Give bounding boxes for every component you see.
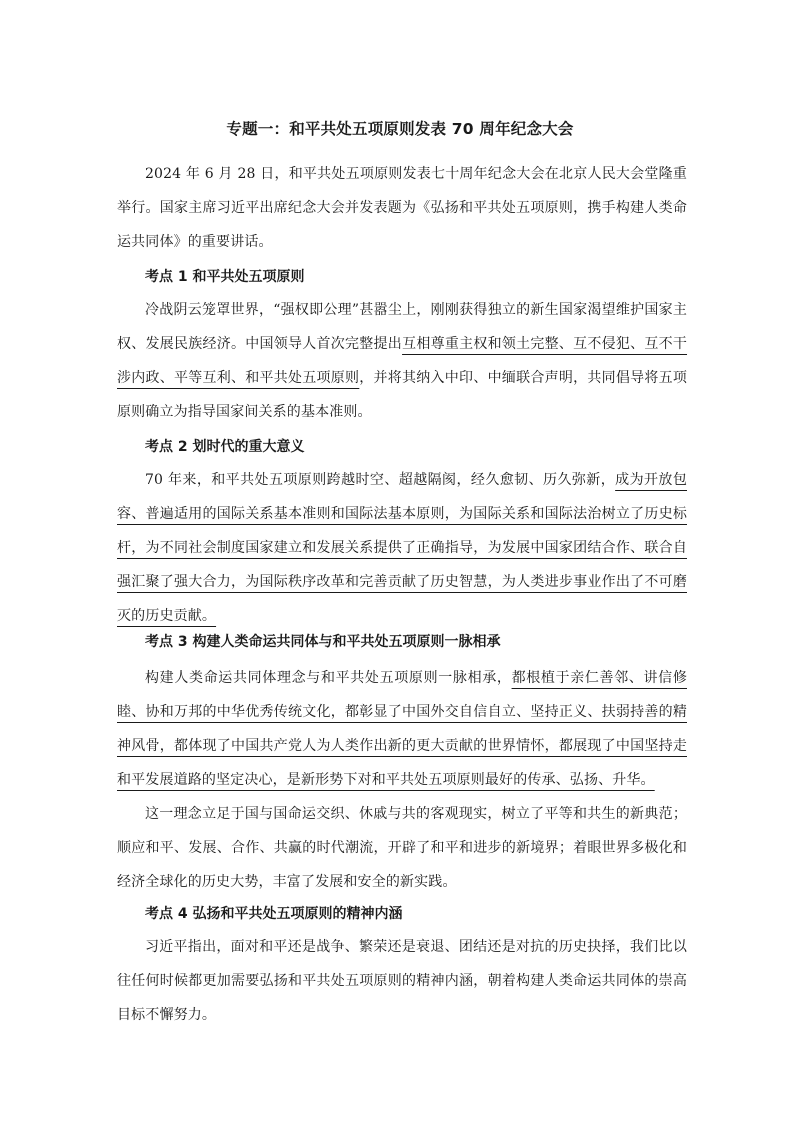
- section-1-heading: 考点 1 和平共处五项原则: [145, 269, 305, 285]
- section-2-heading: 考点 2 划时代的重大意义: [145, 439, 305, 455]
- section-3-underlined-text: 都根植于亲仁善邻、讲信修睦、协和万邦的中华优秀传统文化，都彰显了中国外交自信自立、坚持正义、扶弱持善的精神风骨，都体现了中国共产党人为人类作出新的更大贡献的世界情怀，都展现了中国坚持走和平发展道路的坚定决心，是新形势下对和平共处五项原则最好的传承、弘扬、升华。: [117, 670, 687, 788]
- section-1-paragraph: [117, 293, 687, 429]
- section-2-text: 70 年来，和平共处五项原则跨越时空、超越隔阂，经久愈韧、历久弥新，: [145, 472, 616, 488]
- section-2-paragraph: [117, 463, 687, 633]
- section-3-heading: 考点 3 构建人类命运共同体与和平共处五项原则一脉相承: [145, 634, 501, 650]
- section-1-underlined-text: 互相尊重主权和领土完整、互不侵犯、互不干涉内政、平等互利、和平共处五项原则: [117, 336, 688, 386]
- section-4-heading: 考点 4 弘扬和平共处五项原则的精神内涵: [145, 906, 403, 922]
- section-3-paragraph-2: 这一理念立足于国与国命运交织、休戚与共的客观现实，树立了平等和共生的新典范；顺应和平、发展、合作、共赢的时代潮流，开辟了和平和进步的新境界；着眼世界多极化和经济全球化的历史大势，丰富了发展和安全的新实践。: [117, 806, 687, 890]
- section-1-text: 冷战阴云笼罩世界，“强权即公理”甚嚣尘上，刚刚获得独立的新生国家渴望维护国家主权、发展民族经济。中国领导人首次完整提出: [117, 302, 687, 352]
- section-3-text: 构建人类命运共同体理念与和平共处五项原则一脉相承，: [145, 670, 512, 686]
- intro-paragraph: 2024 年 6 月 28 日，和平共处五项原则发表七十周年纪念大会在北京人民大会堂隆重举行。国家主席习近平出席纪念大会并发表题为《弘扬和平共处五项原则，携手构建人类命运共同体》的重要讲话。: [117, 166, 687, 250]
- section-3-paragraph: [117, 661, 687, 797]
- section-2-underlined-text: 成为开放包容、普遍适用的国际关系基本准则和国际法基本原则，为国际关系和国际法治树立了历史标杆，为不同社会制度国家建立和发展关系提供了正确指导，为发展中国家团结合作、联合自强汇聚了强大合力，为国际秩序改革和完善贡献了历史智慧，为人类进步事业作出了不可磨灭的历史贡献。: [117, 472, 687, 624]
- page-title: 专题一：和平共处五项原则发表 70 周年纪念大会: [226, 120, 574, 138]
- section-4-paragraph: [117, 930, 687, 1032]
- section-1-text-after: ，并将其纳入中印、中缅联合声明，共同倡导将五项原则确立为指导国家间关系的基本准则。: [117, 370, 687, 420]
- section-4-text: 习近平指出，面对和平还是战争、繁荣还是衰退、团结还是对抗的历史抉择，我们比以往任何时候都更加需要弘扬和平共处五项原则的精神内涵，朝着构建人类命运共同体的崇高目标不懈努力。: [117, 939, 687, 1023]
